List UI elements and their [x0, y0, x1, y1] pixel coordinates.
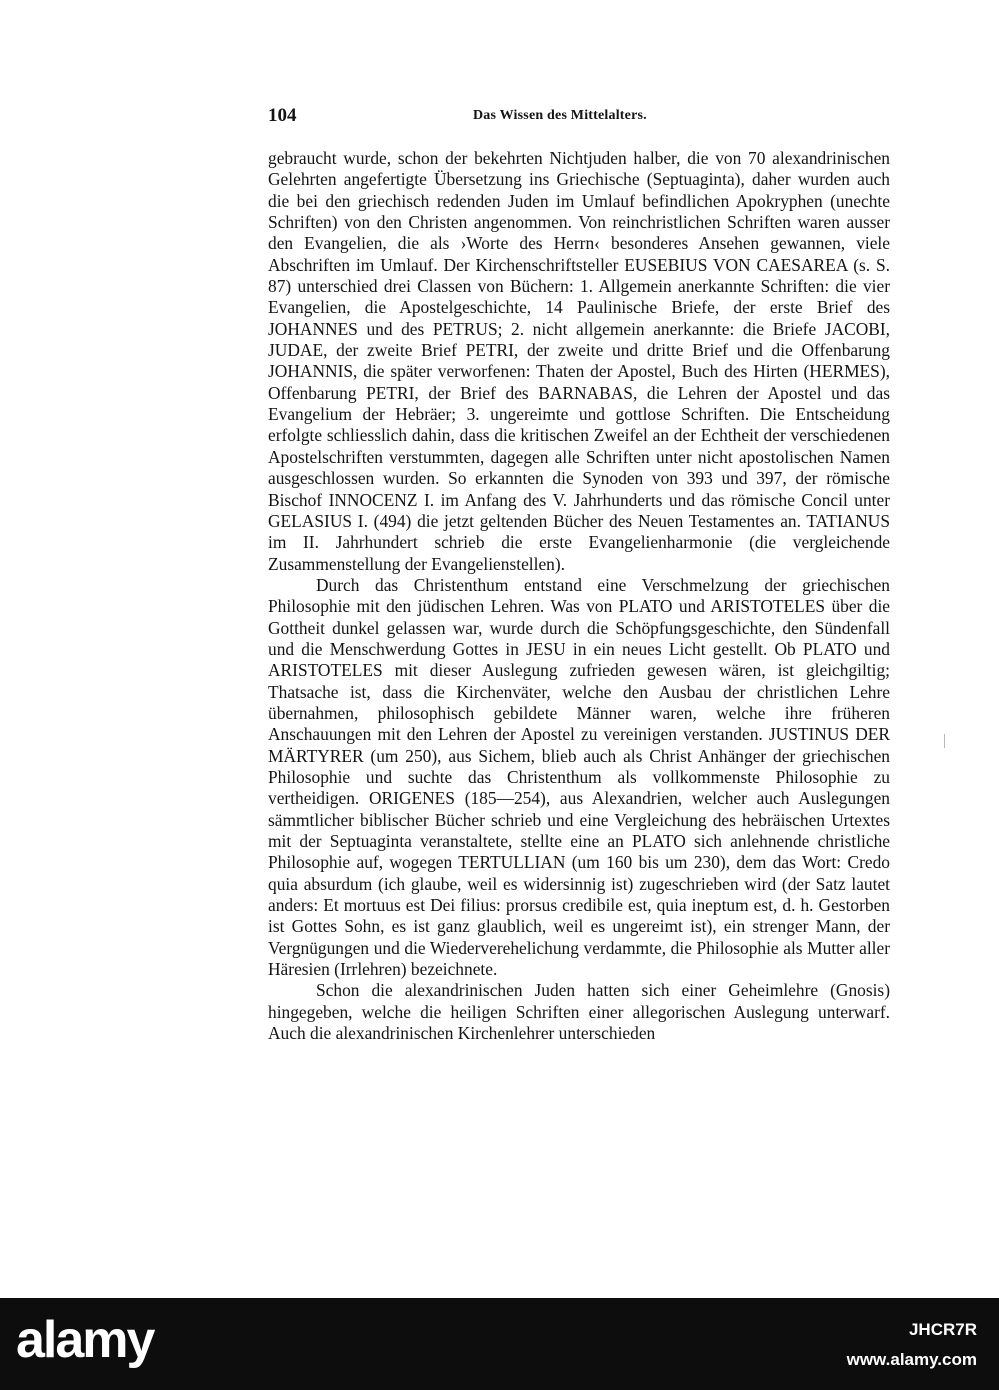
image-code: JHCR7R	[908, 1320, 977, 1339]
paragraph-canon: gebraucht wurde, schon der bekehrten Nichtjuden halber, die von 70 alexandrinischen Gelehrten angefertigte Übersetzung ins Griechische (Septuaginta), daher wurden auch die bei den griechisch redenden Juden im Umlauf befindlichen Apokryphen (unechte Schriften) von den Christen angenommen. Von reinchristlichen Schriften waren ausser den Evangelien, die als ›Worte des Herrn‹ besonderes Ansehen gewannen, viele Abschriften im Umlauf. Der Kirchenschriftsteller EUSEBIUS VON CAESAREA (s. S. 87) unterschied drei Classen von Büchern: 1. Allgemein anerkannte Schriften: die vier Evangelien, die Apostelgeschichte, 14 Paulinische Briefe, der erste Brief des JOHANNES und des PETRUS; 2. nicht allgemein anerkannte: die Briefe JACOBI, JUDAE, der zweite Brief PETRI, der zweite und dritte Brief und die Offenbarung JOHANNIS, die später verworfenen: Thaten der Apostel, Buch des Hirten (HERMES), Offenbarung PETRI, der Brief des BARNABAS, die Lehren der Apostel und das Evangelium der Hebräer; 3. ungereimte und gottlose Schriften. Die Entscheidung erfolgte schliesslich dahin, dass die kritischen Zweifel an der Echtheit der verschiedenen Apostelschriften verstummten, dagegen alle Schriften unter nicht apostolischen Namen ausgeschlossen wurden. So erkannten die Synoden von 393 und 397, der römische Bischof INNOCENZ I. im Anfang des V. Jahrhunderts und das römische Concil unter GELASIUS I. (494) die jetzt geltenden Bücher des Neuen Testamentes an. TATIANUS im II. Jahrhundert schrieb die erste Evangelienharmonie (die vergleichende Zusammenstellung der Evangelienstellen).	[268, 148, 890, 574]
brand-logo: alamy	[16, 1311, 154, 1369]
stock-photo-footer	[0, 1298, 999, 1390]
site-url: www.alamy.com	[846, 1350, 977, 1369]
paragraph-philosophy: Durch das Christenthum entstand eine Verschmelzung der griechischen Philosophie mit den jüdischen Lehren. Was von PLATO und ARISTOTELES über die Gottheit dunkel gelassen war, wurde durch die Schöpfungsgeschichte, den Sündenfall und die Menschwerdung Gottes in JESU in ein neues Licht gestellt. Ob PLATO und ARISTOTELES mit dieser Auslegung zufrieden gewesen wären, ist gleichgiltig; Thatsache ist, dass die Kirchenväter, welche den Ausbau der christlichen Lehre übernahmen, philosophisch gebildete Männer waren, welche ihre früheren Anschauungen mit den Lehren der Apostel zu vereinigen verstanden. JUSTINUS DER MÄRTYRER (um 250), aus Sichem, blieb auch als Christ Anhänger der griechischen Philosophie und suchte das Christenthum als vollkommenste Philosophie zu vertheidigen. ORIGENES (185—254), aus Alexandrien, welcher auch Auslegungen sämmtlicher biblischer Bücher schrieb und eine Vergleichung des hebräischen Urtextes mit der Septuaginta veranstaltete, stellte eine an PLATO sich anlehnende christliche Philosophie auf, wogegen TERTULLIAN (um 160 bis um 230), dem das Wort: Credo quia absurdum (ich glaube, weil es widersinnig ist) zugeschrieben wird (der Satz lautet anders: Et mortuus est Dei filius: prorsus credibile est, quia ineptum est, d. h. Gestorben ist Gottes Sohn, es ist ganz glaublich, weil es ungereimt ist), ein strenger Mann, der Vergnügungen und die Wiederverehelichung verdammte, die Philosophie als Mutter aller Häresien (Irrlehren) bezeichnete.	[268, 574, 890, 980]
running-title: Das Wissen des Mittelalters.	[473, 108, 647, 123]
paragraph-gnosis: Schon die alexandrinischen Juden hatten sich einer Geheimlehre (Gnosis) hingegeben, welche die heiligen Schriften einer allegorischen Auslegung unterwarf. Auch die alexandrinischen Kirchenlehrer unterschieden	[268, 980, 890, 1044]
scan-artifact-mark	[944, 734, 945, 748]
running-head	[268, 105, 890, 131]
body-text	[268, 148, 890, 1044]
page-number: 104	[268, 105, 297, 126]
